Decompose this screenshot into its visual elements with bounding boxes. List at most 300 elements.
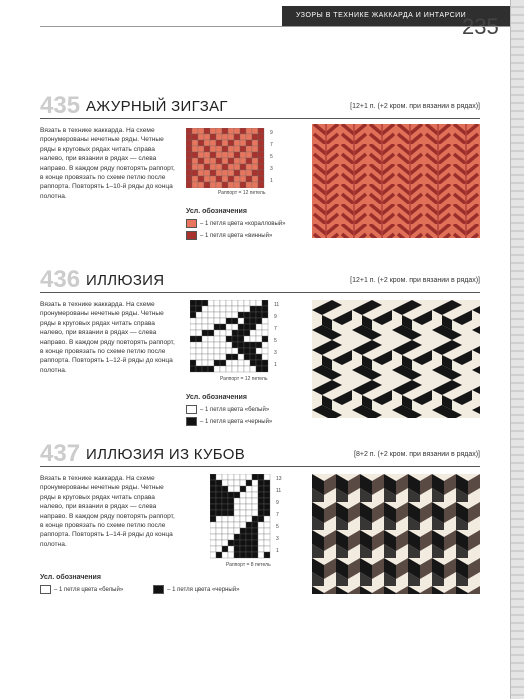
chart-cell bbox=[186, 182, 192, 188]
chart-cell bbox=[196, 348, 202, 354]
chart-cell bbox=[192, 170, 198, 176]
chart-cell bbox=[240, 170, 246, 176]
chart-cell bbox=[262, 306, 268, 312]
legend bbox=[186, 394, 272, 429]
chart-cell bbox=[256, 300, 262, 306]
chart-cell bbox=[258, 534, 264, 540]
color-swatch-black bbox=[153, 585, 164, 594]
chart-cell bbox=[240, 182, 246, 188]
chart-cell bbox=[208, 342, 214, 348]
chart-cell bbox=[228, 182, 234, 188]
legend-item: – 1 петля цвета «черный» bbox=[186, 417, 272, 426]
chart-cell bbox=[228, 146, 234, 152]
pattern-title: АЖУРНЫЙ ЗИГЗАГ bbox=[86, 98, 228, 115]
chart-cell bbox=[210, 534, 216, 540]
chart-cell bbox=[246, 534, 252, 540]
chart-cell bbox=[216, 504, 222, 510]
chart-cell bbox=[240, 516, 246, 522]
chart-cell bbox=[246, 486, 252, 492]
chart-cell bbox=[258, 516, 264, 522]
chart-cell bbox=[226, 348, 232, 354]
chart-cell bbox=[214, 348, 220, 354]
row-number: 3 bbox=[276, 536, 279, 542]
chart-cell bbox=[228, 480, 234, 486]
pattern-chart-435 bbox=[186, 128, 306, 188]
chart-cell bbox=[196, 318, 202, 324]
chart-cell bbox=[258, 152, 264, 158]
chart-cell bbox=[246, 540, 252, 546]
chart-cell bbox=[198, 152, 204, 158]
chart-grid bbox=[186, 128, 306, 188]
chart-cell bbox=[238, 336, 244, 342]
chart-cell bbox=[208, 360, 214, 366]
chart-cell bbox=[244, 330, 250, 336]
chart-cell bbox=[234, 534, 240, 540]
chart-cell bbox=[238, 324, 244, 330]
chart-cell bbox=[252, 486, 258, 492]
chart-cell bbox=[240, 128, 246, 134]
chart-cell bbox=[204, 170, 210, 176]
chart-cell bbox=[234, 134, 240, 140]
row-number: 1 bbox=[276, 548, 279, 554]
chart-cell bbox=[246, 134, 252, 140]
chart-cell bbox=[232, 312, 238, 318]
chart-cell bbox=[234, 146, 240, 152]
chart-cell bbox=[240, 146, 246, 152]
chart-cell bbox=[192, 152, 198, 158]
chart-cell bbox=[202, 330, 208, 336]
chart-cell bbox=[220, 354, 226, 360]
chart-cell bbox=[240, 534, 246, 540]
chart-cell bbox=[216, 498, 222, 504]
chart-cell bbox=[262, 366, 268, 372]
chart-cell bbox=[252, 128, 258, 134]
chart-cell bbox=[216, 486, 222, 492]
chart-cell bbox=[214, 324, 220, 330]
chart-cell bbox=[252, 474, 258, 480]
legend-item: – 1 петля цвета «белый» bbox=[40, 585, 123, 594]
chart-cell bbox=[208, 348, 214, 354]
chart-cell bbox=[258, 140, 264, 146]
chart-cell bbox=[216, 492, 222, 498]
chart-cell bbox=[196, 366, 202, 372]
chart-cell bbox=[258, 540, 264, 546]
chart-cell bbox=[190, 318, 196, 324]
chart-cell bbox=[196, 312, 202, 318]
page-edge bbox=[510, 0, 524, 699]
chart-cell bbox=[258, 552, 264, 558]
chart-cell bbox=[198, 128, 204, 134]
chart-cell bbox=[240, 164, 246, 170]
chart-cell bbox=[240, 492, 246, 498]
chart-cell bbox=[264, 516, 270, 522]
chart-cell bbox=[240, 152, 246, 158]
chart-cell bbox=[198, 158, 204, 164]
chart-cell bbox=[204, 134, 210, 140]
chart-cell bbox=[208, 318, 214, 324]
chart-cell bbox=[238, 330, 244, 336]
chart-cell bbox=[246, 170, 252, 176]
chart-cell bbox=[186, 158, 192, 164]
chart-cell bbox=[252, 152, 258, 158]
chart-cell bbox=[238, 318, 244, 324]
chart-cell bbox=[222, 480, 228, 486]
chart-cell bbox=[208, 336, 214, 342]
chart-cell bbox=[256, 366, 262, 372]
chart-cell bbox=[256, 354, 262, 360]
chart-cell bbox=[264, 486, 270, 492]
chart-cell bbox=[262, 312, 268, 318]
chart-cell bbox=[210, 540, 216, 546]
chart-cell bbox=[228, 474, 234, 480]
chart-cell bbox=[232, 324, 238, 330]
chart-cell bbox=[240, 158, 246, 164]
chart-cell bbox=[220, 336, 226, 342]
chart-cell bbox=[210, 176, 216, 182]
chart-cell bbox=[216, 140, 222, 146]
chart-cell bbox=[208, 324, 214, 330]
chart-cell bbox=[216, 540, 222, 546]
running-header: УЗОРЫ В ТЕХНИКЕ ЖАККАРДА И ИНТАРСИИ bbox=[282, 6, 510, 26]
chart-cell bbox=[258, 480, 264, 486]
chart-cell bbox=[252, 176, 258, 182]
chart-cell bbox=[226, 366, 232, 372]
chart-cell bbox=[222, 128, 228, 134]
chart-cell bbox=[222, 498, 228, 504]
chart-cell bbox=[190, 324, 196, 330]
knit-sample-image bbox=[312, 300, 480, 418]
chart-cell bbox=[208, 312, 214, 318]
chart-cell bbox=[214, 354, 220, 360]
row-number: 7 bbox=[274, 326, 277, 332]
row-number: 5 bbox=[274, 338, 277, 344]
chart-cell bbox=[190, 366, 196, 372]
chart-cell bbox=[220, 312, 226, 318]
chart-cell bbox=[256, 360, 262, 366]
chart-cell bbox=[234, 474, 240, 480]
chart-cell bbox=[226, 360, 232, 366]
chart-cell bbox=[216, 474, 222, 480]
chart-cell bbox=[210, 510, 216, 516]
pattern-repeat: [12+1 п. (+2 кром. при вязании в рядах)] bbox=[350, 277, 480, 284]
row-number: 7 bbox=[276, 512, 279, 518]
row-number: 9 bbox=[274, 314, 277, 320]
chart-cell bbox=[252, 534, 258, 540]
row-number: 3 bbox=[274, 350, 277, 356]
chart-cell bbox=[186, 140, 192, 146]
chart-cell bbox=[234, 480, 240, 486]
chart-cell bbox=[244, 342, 250, 348]
chart-cell bbox=[238, 306, 244, 312]
chart-cell bbox=[210, 474, 216, 480]
chart-cell bbox=[256, 318, 262, 324]
pattern-repeat: [12+1 п. (+2 кром. при вязании в рядах)] bbox=[350, 103, 480, 110]
chart-cell bbox=[246, 474, 252, 480]
chart-cell bbox=[216, 158, 222, 164]
header-rule bbox=[40, 26, 510, 27]
chart-cell bbox=[214, 336, 220, 342]
chart-cell bbox=[262, 318, 268, 324]
chart-cell bbox=[232, 330, 238, 336]
chart-cell bbox=[234, 152, 240, 158]
chart-cell bbox=[262, 348, 268, 354]
chart-cell bbox=[252, 146, 258, 152]
chart-cell bbox=[222, 546, 228, 552]
chart-cell bbox=[258, 146, 264, 152]
chart-cell bbox=[214, 306, 220, 312]
chart-cell bbox=[264, 474, 270, 480]
chart-cell bbox=[246, 546, 252, 552]
chart-cell bbox=[202, 306, 208, 312]
chart-cell bbox=[222, 492, 228, 498]
legend-item: – 1 петля цвета «белый» bbox=[186, 405, 272, 414]
chart-cell bbox=[252, 480, 258, 486]
chart-cell bbox=[228, 176, 234, 182]
chart-cell bbox=[244, 318, 250, 324]
chart-cell bbox=[220, 342, 226, 348]
chart-cell bbox=[210, 140, 216, 146]
chart-cell bbox=[250, 306, 256, 312]
chart-cell bbox=[192, 158, 198, 164]
chart-cell bbox=[238, 300, 244, 306]
chart-cell bbox=[234, 182, 240, 188]
chart-cell bbox=[246, 152, 252, 158]
chart-cell bbox=[216, 528, 222, 534]
chart-cell bbox=[214, 342, 220, 348]
chart-cell bbox=[214, 300, 220, 306]
chart-cell bbox=[234, 552, 240, 558]
chart-cell bbox=[202, 336, 208, 342]
chart-cell bbox=[234, 486, 240, 492]
chart-cell bbox=[204, 146, 210, 152]
chart-cell bbox=[264, 504, 270, 510]
chart-cell bbox=[244, 354, 250, 360]
row-number: 7 bbox=[270, 142, 273, 148]
chart-cell bbox=[220, 348, 226, 354]
chart-cell bbox=[244, 348, 250, 354]
chart-cell bbox=[222, 140, 228, 146]
chart-cell bbox=[228, 128, 234, 134]
chart-cell bbox=[264, 534, 270, 540]
chart-cell bbox=[258, 546, 264, 552]
chart-cell bbox=[250, 318, 256, 324]
legend-title: Усл. обозначения bbox=[40, 574, 101, 581]
chart-cell bbox=[238, 360, 244, 366]
chart-cell bbox=[262, 324, 268, 330]
chart-cell bbox=[246, 128, 252, 134]
chart-cell bbox=[258, 170, 264, 176]
chart-cell bbox=[210, 522, 216, 528]
row-number: 11 bbox=[274, 302, 280, 308]
chart-cell bbox=[204, 152, 210, 158]
chart-cell bbox=[226, 336, 232, 342]
chart-cell bbox=[232, 342, 238, 348]
chart-grid bbox=[190, 300, 310, 376]
chart-cell bbox=[190, 306, 196, 312]
chart-cell bbox=[210, 504, 216, 510]
pattern-chart-437 bbox=[210, 474, 310, 562]
chart-cell bbox=[258, 158, 264, 164]
chart-cell bbox=[222, 552, 228, 558]
chart-cell bbox=[250, 324, 256, 330]
row-number: 5 bbox=[270, 154, 273, 160]
chart-cell bbox=[192, 182, 198, 188]
color-swatch-black bbox=[186, 417, 197, 426]
chart-cell bbox=[196, 360, 202, 366]
chart-cell bbox=[252, 522, 258, 528]
chart-cell bbox=[210, 498, 216, 504]
chart-cell bbox=[244, 300, 250, 306]
chart-cell bbox=[250, 300, 256, 306]
chart-cell bbox=[252, 516, 258, 522]
legend-item: – 1 петля цвета «коралловый» bbox=[186, 219, 285, 228]
row-number: 1 bbox=[270, 178, 273, 184]
chart-cell bbox=[258, 176, 264, 182]
chart-cell bbox=[258, 510, 264, 516]
chart-cell bbox=[190, 354, 196, 360]
chart-cell bbox=[258, 128, 264, 134]
chart-cell bbox=[256, 306, 262, 312]
chart-cell bbox=[252, 546, 258, 552]
row-number: 1 bbox=[274, 362, 277, 368]
chart-cell bbox=[222, 170, 228, 176]
chart-cell bbox=[204, 164, 210, 170]
chart-cell bbox=[228, 486, 234, 492]
chart-grid bbox=[210, 474, 310, 562]
chart-cell bbox=[258, 164, 264, 170]
chart-cell bbox=[222, 158, 228, 164]
chart-cell bbox=[202, 318, 208, 324]
chart-cell bbox=[262, 300, 268, 306]
pattern-number: 435 bbox=[40, 92, 81, 119]
chart-cell bbox=[228, 170, 234, 176]
chart-cell bbox=[240, 474, 246, 480]
chart-cell bbox=[210, 492, 216, 498]
chart-cell bbox=[264, 528, 270, 534]
chart-cell bbox=[238, 348, 244, 354]
chart-cell bbox=[214, 366, 220, 372]
chart-cell bbox=[228, 134, 234, 140]
chart-cell bbox=[192, 128, 198, 134]
chart-cell bbox=[220, 366, 226, 372]
chart-cell bbox=[246, 182, 252, 188]
chart-cell bbox=[222, 182, 228, 188]
chart-cell bbox=[228, 164, 234, 170]
chart-cell bbox=[252, 510, 258, 516]
chart-cell bbox=[220, 330, 226, 336]
chart-cell bbox=[240, 176, 246, 182]
chart-cell bbox=[240, 510, 246, 516]
chart-repeat-label: Раппорт = 12 петель bbox=[220, 376, 268, 382]
chart-cell bbox=[202, 300, 208, 306]
chart-cell bbox=[220, 300, 226, 306]
chart-cell bbox=[216, 516, 222, 522]
chart-cell bbox=[198, 140, 204, 146]
chart-cell bbox=[210, 182, 216, 188]
chart-cell bbox=[234, 140, 240, 146]
chart-cell bbox=[252, 164, 258, 170]
chart-cell bbox=[214, 330, 220, 336]
chart-cell bbox=[222, 504, 228, 510]
knit-sample-photo bbox=[312, 124, 480, 238]
chart-cell bbox=[202, 360, 208, 366]
chart-cell bbox=[226, 318, 232, 324]
chart-cell bbox=[222, 486, 228, 492]
chart-cell bbox=[240, 134, 246, 140]
row-number: 9 bbox=[270, 130, 273, 136]
chart-cell bbox=[264, 492, 270, 498]
chart-cell bbox=[202, 354, 208, 360]
chart-cell bbox=[246, 146, 252, 152]
chart-cell bbox=[216, 546, 222, 552]
chart-cell bbox=[252, 504, 258, 510]
pattern-instructions: Вязать в технике жаккарда. На схеме пронумерованы нечетные ряды. Четные ряды в круговых рядах читать справа налево, при вязании в рядах — слева направо. В каждом ряду повторять раппорт, в конце провязать по схеме петлю после раппорта. Повторять 1–12-й ряды до конца полотна. bbox=[40, 301, 175, 374]
chart-cell bbox=[190, 330, 196, 336]
chart-cell bbox=[216, 164, 222, 170]
chart-cell bbox=[204, 140, 210, 146]
chart-cell bbox=[252, 498, 258, 504]
legend-title: Усл. обозначения bbox=[186, 394, 247, 401]
chart-cell bbox=[252, 158, 258, 164]
pattern-section-437 bbox=[40, 440, 480, 644]
chart-cell bbox=[190, 336, 196, 342]
chart-cell bbox=[222, 528, 228, 534]
chart-cell bbox=[256, 324, 262, 330]
chart-cell bbox=[256, 342, 262, 348]
chart-cell bbox=[258, 492, 264, 498]
chart-cell bbox=[192, 164, 198, 170]
knit-sample-image bbox=[312, 474, 480, 594]
section-title-row bbox=[40, 440, 480, 467]
chart-cell bbox=[210, 546, 216, 552]
chart-cell bbox=[216, 170, 222, 176]
chart-cell bbox=[250, 312, 256, 318]
chart-cell bbox=[234, 158, 240, 164]
chart-cell bbox=[214, 318, 220, 324]
chart-cell bbox=[222, 540, 228, 546]
chart-cell bbox=[244, 360, 250, 366]
chart-cell bbox=[202, 312, 208, 318]
chart-cell bbox=[222, 474, 228, 480]
chart-cell bbox=[204, 158, 210, 164]
chart-cell bbox=[186, 152, 192, 158]
chart-cell bbox=[214, 312, 220, 318]
chart-cell bbox=[208, 330, 214, 336]
chart-cell bbox=[246, 140, 252, 146]
chart-cell bbox=[250, 348, 256, 354]
chart-cell bbox=[228, 158, 234, 164]
chart-cell bbox=[246, 522, 252, 528]
chart-cell bbox=[190, 342, 196, 348]
chart-cell bbox=[228, 516, 234, 522]
chart-cell bbox=[264, 522, 270, 528]
chart-cell bbox=[258, 528, 264, 534]
chart-cell bbox=[210, 134, 216, 140]
color-swatch-coral bbox=[186, 219, 197, 228]
chart-cell bbox=[250, 360, 256, 366]
chart-cell bbox=[216, 146, 222, 152]
chart-cell bbox=[234, 170, 240, 176]
chart-cell bbox=[252, 492, 258, 498]
chart-cell bbox=[186, 146, 192, 152]
chart-cell bbox=[208, 366, 214, 372]
chart-cell bbox=[222, 146, 228, 152]
chart-cell bbox=[226, 330, 232, 336]
chart-cell bbox=[246, 164, 252, 170]
pattern-repeat: [8+2 п. (+2 кром. при вязании в рядах)] bbox=[354, 451, 480, 458]
chart-cell bbox=[240, 552, 246, 558]
chart-cell bbox=[252, 182, 258, 188]
